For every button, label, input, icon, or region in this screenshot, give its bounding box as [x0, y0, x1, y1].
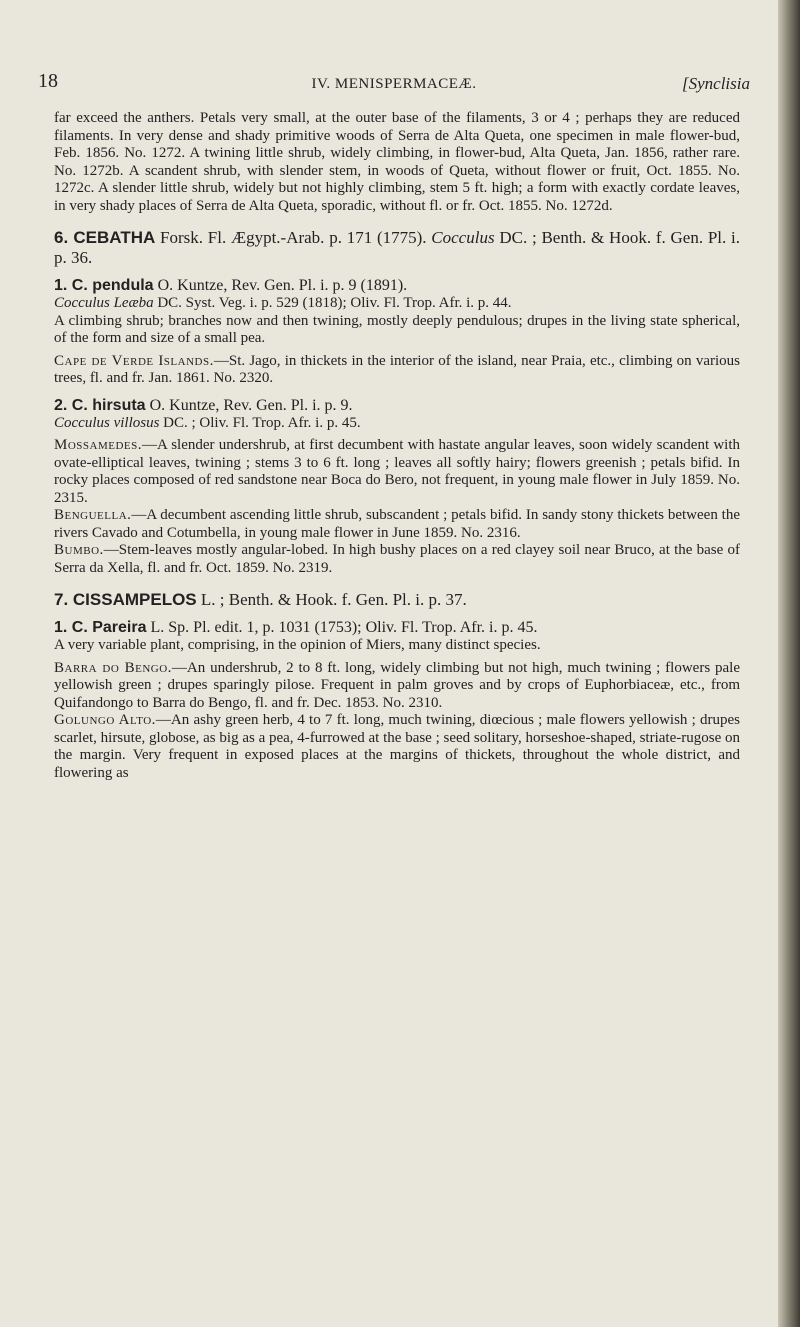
species-1-heading [54, 276, 740, 295]
locality-text: —A decumbent ascending little shrub, subscandent ; petals bifid. In sandy stony thickets between the rivers Cavado and Cotumbella, in young male flower in June 1859. No. 2316. [54, 507, 740, 541]
species-2-heading [54, 396, 740, 415]
species-2-synonym: Cocculus villosus [54, 414, 160, 431]
species-2-synonym-line [54, 415, 740, 433]
running-title: IV. MENISPERMACEÆ. [311, 76, 477, 92]
locality-name: Benguella. [54, 507, 132, 523]
species-3-authority: L. Sp. Pl. edit. 1, p. 1031 (1753); Oliv. Fl. Trop. Afr. i. p. 45. [146, 619, 538, 636]
locality-name: Golungo Alto. [54, 712, 156, 728]
genus-6-heading [54, 228, 740, 268]
species-3-locality-2 [54, 712, 740, 782]
locality-text: —An ashy green herb, 4 to 7 ft. long, much twining, diœcious ; male flowers yellowish ; drupes scarlet, hirsute, globose, as big as a pea, 4-furrowed at the base ; seed solitary, horseshoe-shaped, striate-rugose on the margin. Very frequent in exposed places at the margins of thickets, throughout the whole district, and flowering as [54, 712, 740, 781]
locality-text: —St. Jago, in thickets in the interior of the island, near Praia, etc., climbing on various trees, fl. and fr. Jan. 1861. No. 2320. [54, 352, 740, 386]
species-1-synonym: Cocculus Leæba [54, 295, 154, 311]
paragraph-continuation: far exceed the anthers. Petals very small, at the outer base of the filaments, 3 or 4 ; perhaps they are reduced filaments. In very dense and shady primitive woods of Serra de Alta Queta, one specimen in male flower-bud, Feb. 1856. No. 1272. A twining little shrub, widely climbing, in flower-bud, Alta Queta, Jan. 1856, rather rare. No. 1272b. A scandent shrub, with slender stem, in woods of Queta, without flower or fruit, Oct. 1855. No. 1272c. A slender little shrub, widely but not highly climbing, stem 5 ft. high; a form with exactly cordate leaves, in very shady places of Serra de Alta Queta, sporadic, without fl. or fr. Oct. 1855. No. 1272d. [54, 110, 740, 214]
species-3-locality-1 [54, 660, 740, 713]
locality-text: —Stem-leaves mostly angular-lobed. In high bushy places on a red clayey soil near Bruco, at the base of Serra da Xella, fl. and fr. Oct. 1859. No. 2319. [54, 542, 740, 576]
genus-7-name: 7. CISSAMPELOS [54, 590, 197, 609]
page-body [54, 110, 740, 782]
genus-6-citation: Forsk. Fl. Ægypt.-Arab. p. 171 (1775). [155, 228, 432, 247]
locality-name: Bumbo. [54, 542, 104, 558]
species-3-heading [54, 618, 740, 637]
genus-6-name: 6. CEBATHA [54, 228, 156, 247]
species-2-locality-3 [54, 542, 740, 577]
species-1-locality-1 [54, 353, 740, 388]
locality-name: Cape de Verde Islands. [54, 352, 214, 369]
locality-text: —A slender undershrub, at first decumbent with hastate angular leaves, soon widely scandent with ovate-elliptical leaves, twining ; stems 3 to 6 ft. long ; leaves all softly hairy; flowers greenish ; petals bifid. In rocky places composed of red sandstone near Boca do Bero, not frequent, in young male flower in July 1859. No. 2315. [54, 437, 740, 506]
genus-7-citation: L. ; Benth. & Hook. f. Gen. Pl. i. p. 37. [196, 590, 467, 609]
species-2-name: 2. C. hirsuta [54, 396, 146, 414]
genus-7-heading [54, 590, 740, 610]
species-3-description: A very variable plant, comprising, in the opinion of Miers, many distinct species. [54, 637, 541, 653]
genus-6-citation-tail: DC. ; Benth. & Hook. f. Gen. Pl. i. p. 36. [54, 228, 740, 267]
species-2-locality-2 [54, 507, 740, 542]
species-1-name: 1. C. pendula [54, 277, 154, 294]
species-2-synonym-citation: DC. ; Oliv. Fl. Trop. Afr. i. p. 45. [159, 414, 361, 431]
page-header [38, 70, 750, 98]
genus-6-synonym: Cocculus [431, 228, 495, 247]
page-number: 18 [38, 70, 58, 92]
locality-name: Mossamedes. [54, 437, 142, 453]
species-2-locality-1 [54, 437, 740, 507]
species-2-authority: O. Kuntze, Rev. Gen. Pl. i. p. 9. [145, 396, 353, 414]
species-3-name: 1. C. Pareira [54, 619, 147, 636]
page-binding-edge [778, 0, 800, 1327]
locality-name: Barra do Bengo. [54, 659, 172, 676]
species-1-synonym-citation: DC. Syst. Veg. i. p. 529 (1818); Oliv. Fl. Trop. Afr. i. p. 44. [153, 295, 512, 311]
locality-text: —An undershrub, 2 to 8 ft. long, widely climbing but not high, much twining ; flowers pale yellowish green ; drupes sparingly pilose. Frequent in palm groves and by crops of Euphorbiaceæ, etc., from Quifandongo to Barra do Bengo, fl. and fr. Dec. 1853. No. 2310. [54, 659, 740, 711]
species-1-description: A climbing shrub; branches now and then twining, mostly deeply pendulous; drupes in the living state spherical, of the form and size of a small pea. [54, 312, 740, 346]
species-1-authority: O. Kuntze, Rev. Gen. Pl. i. p. 9 (1891). [153, 277, 408, 294]
genus-heading: [Synclisia [682, 74, 750, 93]
species-1-synonym-line [54, 295, 740, 313]
